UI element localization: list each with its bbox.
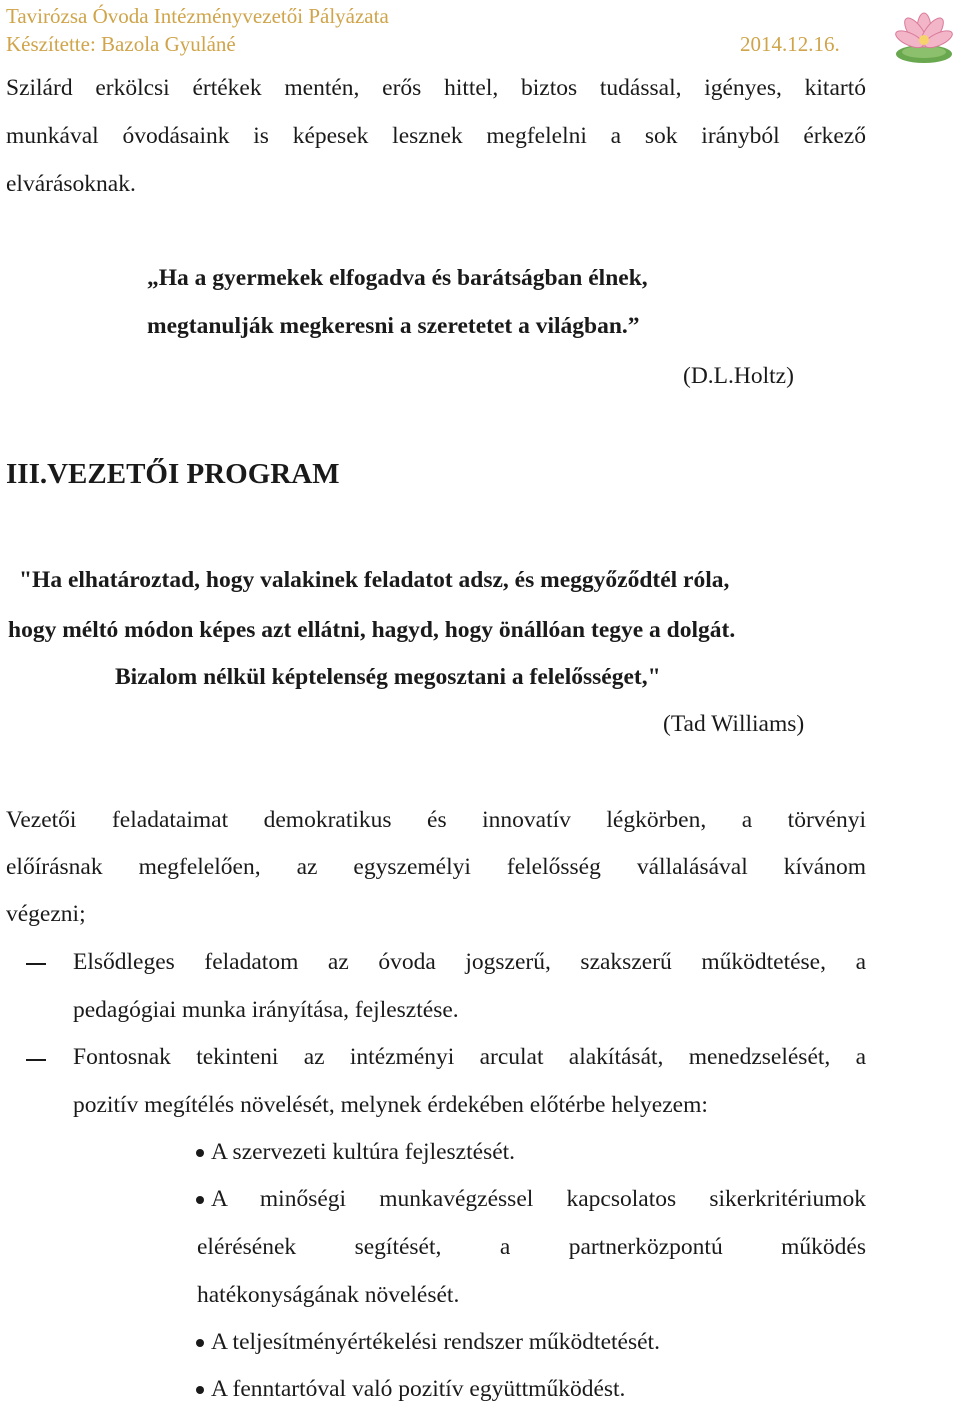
quote1-line-1: „Ha a gyermekek elfogadva és barátságban élnek, [147,265,648,291]
dash-item-1-line-2: pedagógiai munka irányítása, fejlesztése. [73,997,459,1023]
bullet-dot-icon [196,1196,204,1204]
bullet-item-3: A teljesítményértékelési rendszer működtetését. [211,1329,660,1355]
dash-item-1-line-1: Elsődleges feladatom az óvoda jogszerű, szakszerű működtetése, a [73,949,866,975]
intro-line-2: munkával óvodásaink is képesek lesznek megfelelni a sok irányból érkező [6,123,866,149]
quote2-author: (Tad Williams) [663,711,805,737]
bullet-item-2-line-3: hatékonyságának növelését. [197,1282,460,1308]
bullet-dot-icon [196,1339,204,1347]
bullet-dot-icon [196,1149,204,1157]
quote2-line-2: hogy méltó módon képes azt ellátni, hagyd, hogy önállóan tegye a dolgát. [8,617,736,643]
dash-item-2-line-1: Fontosnak tekinteni az intézményi arculat alakítását, menedzselését, a [73,1044,866,1070]
bullet-dot-icon [196,1386,204,1394]
water-lily-icon [893,8,955,66]
body-line-2: előírásnak megfelelően, az egyszemélyi felelősség vállalásával kívánom [6,854,866,880]
quote2-line-1: "Ha elhatároztad, hogy valakinek feladatot adsz, és meggyőződtél róla, [19,567,730,593]
bullet-item-1: A szervezeti kultúra fejlesztését. [211,1139,516,1165]
quote2-line-3: Bizalom nélkül képtelenség megosztani a felelősséget," [115,664,661,690]
header-title: Tavirózsa Óvoda Intézményvezetői Pályázata [6,4,389,28]
body-line-3: végezni; [6,901,86,927]
header-author: Készítette: Bazola Gyuláné [6,32,236,56]
quote1-line-2: megtanulják megkeresni a szeretetet a világban.” [147,313,640,339]
section-heading: III.VEZETŐI PROGRAM [6,458,340,490]
body-line-1: Vezetői feladataimat demokratikus és innovatív légkörben, a törvényi [6,807,866,833]
dash-item-2-line-2: pozitív megítélés növelését, melynek érdekében előtérbe helyezem: [73,1092,708,1118]
bullet-item-2-line-2: elérésének segítését, a partnerközpontú működés [197,1234,866,1260]
quote1-author: (D.L.Holtz) [683,363,794,389]
bullet-item-2-line-1: A minőségi munkavégzéssel kapcsolatos sikerkritériumok [211,1186,866,1212]
bullet-item-4: A fenntartóval való pozitív együttműködést. [211,1376,626,1402]
dash-bullet-icon [26,1059,46,1061]
dash-bullet-icon [26,963,46,965]
header-date: 2014.12.16. [740,32,840,56]
intro-line-1: Szilárd erkölcsi értékek mentén, erős hittel, biztos tudással, igényes, kitartó [6,75,866,101]
intro-line-3: elvárásoknak. [6,171,136,197]
